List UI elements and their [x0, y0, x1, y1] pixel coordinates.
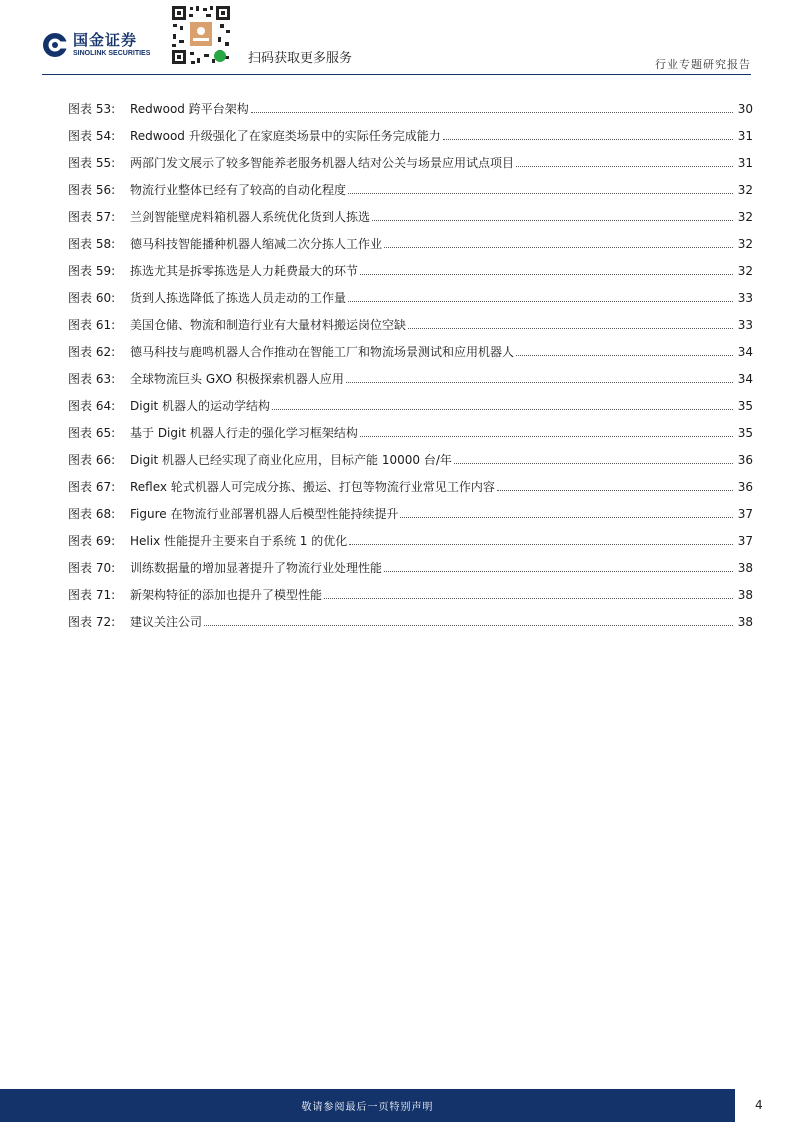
toc-leader-dots [384, 247, 733, 248]
toc-figure-title[interactable]: Reflex 轮式机器人可完成分拣、搬运、打包等物流行业常见工作内容 [130, 480, 495, 494]
toc-figure-title[interactable]: Figure 在物流行业部署机器人后模型性能持续提升 [130, 507, 399, 521]
toc-leader-dots [454, 463, 733, 464]
toc-figure-title[interactable]: 物流行业整体已经有了较高的自动化程度 [130, 183, 347, 197]
toc-figure-title[interactable]: 拣选尤其是拆零拣选是人力耗费最大的环节 [130, 264, 359, 278]
toc-figure-title[interactable]: 基于 Digit 机器人行走的强化学习框架结构 [130, 426, 358, 440]
toc-figure-number: 图表 70: [68, 561, 116, 575]
toc-figure-number: 图表 64: [68, 399, 116, 413]
toc-figure-number: 图表 62: [68, 345, 116, 359]
toc-figure-title[interactable]: 建议关注公司 [130, 615, 203, 629]
toc-leader-dots [360, 274, 733, 275]
toc-leader-dots [348, 193, 733, 194]
toc-figure-number: 图表 63: [68, 372, 116, 386]
toc-page-number[interactable]: 36 [737, 453, 753, 467]
toc-figure-number: 图表 57: [68, 210, 116, 224]
toc-page-number[interactable]: 38 [737, 588, 753, 602]
toc-page-number[interactable]: 37 [737, 534, 753, 548]
toc-page-number[interactable]: 31 [737, 129, 753, 143]
toc-leader-dots [516, 166, 733, 167]
toc-figure-title[interactable]: 德马科技与鹿鸣机器人合作推动在智能工厂和物流场景测试和应用机器人 [130, 345, 515, 359]
toc-leader-dots [497, 490, 733, 491]
toc-leader-dots [272, 409, 733, 410]
sinolink-logo-icon [42, 32, 68, 58]
toc-page-number[interactable]: 33 [737, 291, 753, 305]
toc-entry[interactable] [68, 559, 753, 586]
toc-figure-number: 图表 55: [68, 156, 116, 170]
toc-page-number[interactable]: 38 [737, 561, 753, 575]
toc-page-number[interactable]: 30 [737, 102, 753, 116]
toc-figure-title[interactable]: 两部门发文展示了较多智能养老服务机器人结对公关与场景应用试点项目 [130, 156, 515, 170]
toc-page-number[interactable]: 35 [737, 399, 753, 413]
toc-entry[interactable] [68, 505, 753, 532]
toc-figure-title[interactable]: 货到人拣选降低了拣选人员走动的工作量 [130, 291, 347, 305]
toc-leader-dots [384, 571, 733, 572]
toc-figure-number: 图表 60: [68, 291, 116, 305]
toc-figure-number: 图表 58: [68, 237, 116, 251]
brand-logo [42, 32, 150, 58]
toc-figure-title[interactable]: 兰剑智能壁虎料箱机器人系统优化货到人拣选 [130, 210, 371, 224]
toc-figure-number: 图表 54: [68, 129, 116, 143]
scan-for-services-text: 扫码获取更多服务 [248, 51, 353, 66]
toc-figure-number: 图表 53: [68, 102, 116, 116]
toc-figure-number: 图表 56: [68, 183, 116, 197]
toc-page-number[interactable]: 34 [737, 345, 753, 359]
toc-entry[interactable] [68, 613, 753, 640]
toc-figure-title[interactable]: Redwood 升级强化了在家庭类场景中的实际任务完成能力 [130, 129, 441, 143]
toc-entry[interactable] [68, 343, 753, 370]
toc-leader-dots [204, 625, 733, 626]
brand-name-cn: 国金证券 [73, 31, 138, 49]
toc-figure-title[interactable]: Digit 机器人的运动学结构 [130, 399, 271, 413]
toc-entry[interactable] [68, 154, 753, 181]
toc-figure-number: 图表 68: [68, 507, 116, 521]
toc-leader-dots [348, 301, 733, 302]
footer-disclaimer[interactable]: 敬请参阅最后一页特别声明 [301, 1102, 434, 1113]
header-divider [42, 74, 751, 75]
toc-figure-number: 图表 59: [68, 264, 116, 278]
toc-figure-number: 图表 72: [68, 615, 116, 629]
figure-index-list [68, 100, 753, 640]
toc-page-number[interactable]: 31 [737, 156, 753, 170]
toc-entry[interactable] [68, 370, 753, 397]
page-header [0, 0, 793, 80]
toc-figure-title[interactable]: 新架构特征的添加也提升了模型性能 [130, 588, 323, 602]
toc-figure-title[interactable]: Helix 性能提升主要来自于系统 1 的优化 [130, 534, 348, 548]
toc-entry[interactable] [68, 316, 753, 343]
report-type-label: 行业专题研究报告 [655, 58, 751, 71]
toc-figure-number: 图表 61: [68, 318, 116, 332]
toc-entry[interactable] [68, 262, 753, 289]
toc-leader-dots [400, 517, 733, 518]
toc-figure-title[interactable]: Digit 机器人已经实现了商业化应用，目标产能 10000 台/年 [130, 453, 452, 467]
toc-leader-dots [372, 220, 733, 221]
toc-entry[interactable] [68, 127, 753, 154]
toc-figure-number: 图表 66: [68, 453, 116, 467]
toc-leader-dots [516, 355, 733, 356]
toc-entry[interactable] [68, 235, 753, 262]
toc-figure-title[interactable]: 美国仓储、物流和制造行业有大量材料搬运岗位空缺 [130, 318, 407, 332]
toc-figure-title[interactable]: Redwood 跨平台架构 [130, 102, 249, 116]
toc-page-number[interactable]: 32 [737, 237, 753, 251]
toc-page-number[interactable]: 33 [737, 318, 753, 332]
toc-page-number[interactable]: 35 [737, 426, 753, 440]
toc-entry[interactable] [68, 208, 753, 235]
toc-page-number[interactable]: 32 [737, 264, 753, 278]
brand-name-en: SINOLINK SECURITIES [73, 50, 151, 57]
toc-entry[interactable] [68, 289, 753, 316]
toc-figure-number: 图表 67: [68, 480, 116, 494]
toc-page-number[interactable]: 34 [737, 372, 753, 386]
toc-page-number[interactable]: 36 [737, 480, 753, 494]
toc-page-number[interactable]: 32 [737, 210, 753, 224]
qr-code-icon[interactable] [170, 4, 232, 66]
toc-figure-title[interactable]: 训练数据量的增加显著提升了物流行业处理性能 [130, 561, 383, 575]
toc-entry[interactable] [68, 586, 753, 613]
toc-figure-title[interactable]: 德马科技智能播种机器人缩减二次分拣人工作业 [130, 237, 383, 251]
toc-entry[interactable] [68, 100, 753, 127]
toc-entry[interactable] [68, 451, 753, 478]
toc-leader-dots [408, 328, 733, 329]
toc-entry[interactable] [68, 478, 753, 505]
toc-entry[interactable] [68, 424, 753, 451]
toc-figure-title[interactable]: 全球物流巨头 GXO 积极探索机器人应用 [130, 372, 344, 386]
toc-entry[interactable] [68, 532, 753, 559]
toc-figure-number: 图表 65: [68, 426, 116, 440]
toc-leader-dots [324, 598, 733, 599]
toc-figure-number: 图表 71: [68, 588, 116, 602]
toc-page-number[interactable]: 38 [737, 615, 753, 629]
toc-leader-dots [346, 382, 733, 383]
toc-page-number[interactable]: 37 [737, 507, 753, 521]
page-number: 4 [755, 1098, 763, 1112]
toc-leader-dots [360, 436, 733, 437]
toc-entry[interactable] [68, 181, 753, 208]
toc-leader-dots [349, 544, 733, 545]
toc-leader-dots [251, 112, 733, 113]
toc-leader-dots [443, 139, 733, 140]
toc-page-number[interactable]: 32 [737, 183, 753, 197]
toc-entry[interactable] [68, 397, 753, 424]
toc-figure-number: 图表 69: [68, 534, 116, 548]
